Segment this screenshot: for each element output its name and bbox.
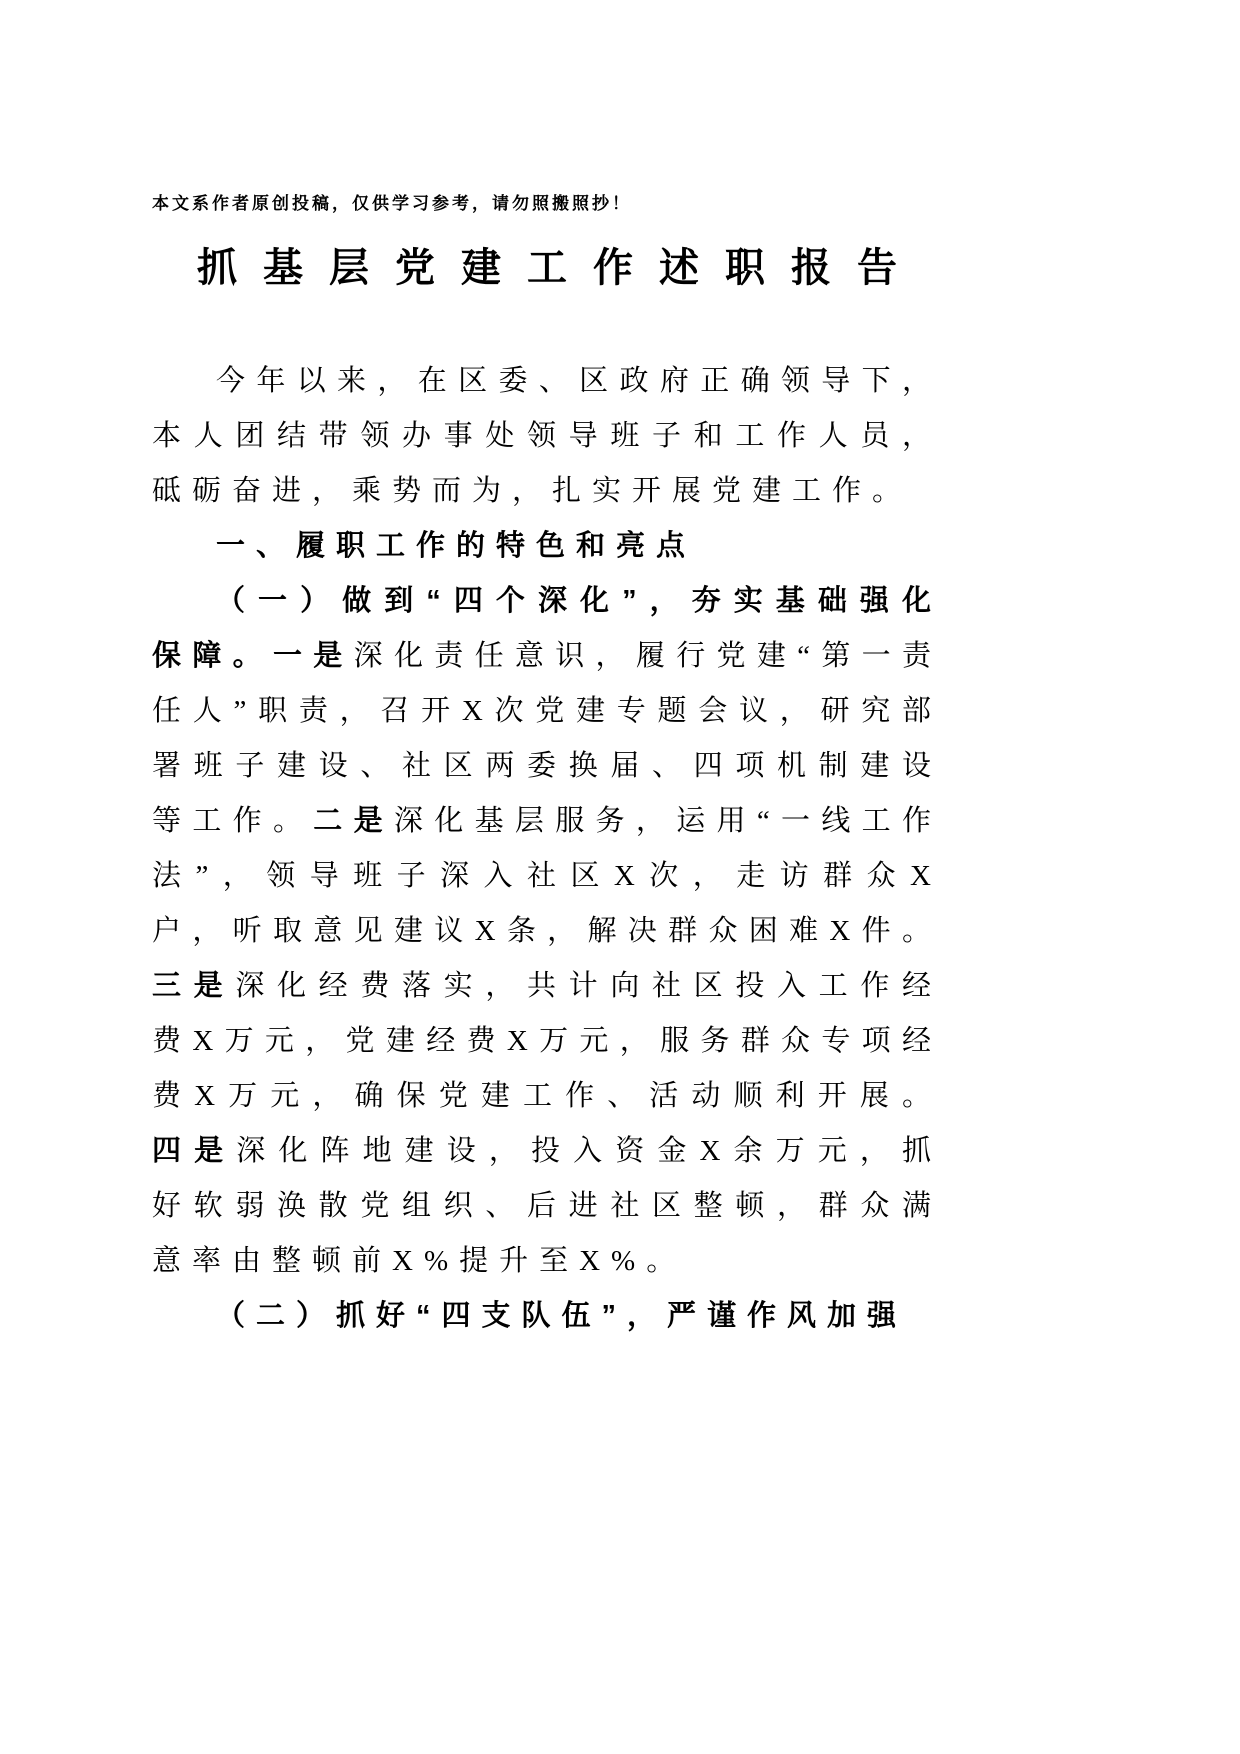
text-run: 深化经费落实，共计向社区投入工作经费X万元，党建经费X万元，服务群众专项经费X万元，确保党建工作、活动顺利开展。 [152,970,942,1112]
bold-text-run: （一）做到“四个深化”，夯实基础强化保障。 [152,585,942,672]
disclaimer-note: 本文系作者原创投稿，仅供学习参考，请勿照搬照抄！ [152,194,632,213]
paragraph [152,354,942,519]
bold-text-run: （二）抓好“四支队伍”，严谨作风加强 [216,1300,908,1332]
document-body [152,354,942,1344]
text-run: 深化基层服务，运用“一线工作法”，领导班子深入社区X次，走访群众X户，听取意见建议X条，解决群众困难X件。 [152,805,942,947]
bold-text-run: 二是 [313,805,394,837]
bold-text-run: 一、履职工作的特色和亮点 [216,530,697,562]
document-title: 抓基层党建工作述职报告 [197,246,923,290]
bold-text-run: 一是 [272,640,354,672]
text-run: 深化责任意识，履行党建“第一责任人”职责，召开X次党建专题会议，研究部署班子建设、社区两委换届、四项机制建设等工作。 [152,640,942,837]
section-heading [152,519,942,574]
text-run: 深化阵地建设，投入资金X余万元，抓好软弱涣散党组织、后进社区整顿，群众满意率由整顿前X%提升至X%。 [152,1135,942,1277]
bold-text-run: 四是 [152,1135,237,1167]
text-run: 今年以来，在区委、区政府正确领导下，本人团结带领办事处领导班子和工作人员，砥砺奋进，乘势而为，扎实开展党建工作。 [152,365,942,507]
paragraph [152,574,942,1289]
bold-text-run: 三是 [152,970,236,1002]
paragraph [152,1289,942,1344]
